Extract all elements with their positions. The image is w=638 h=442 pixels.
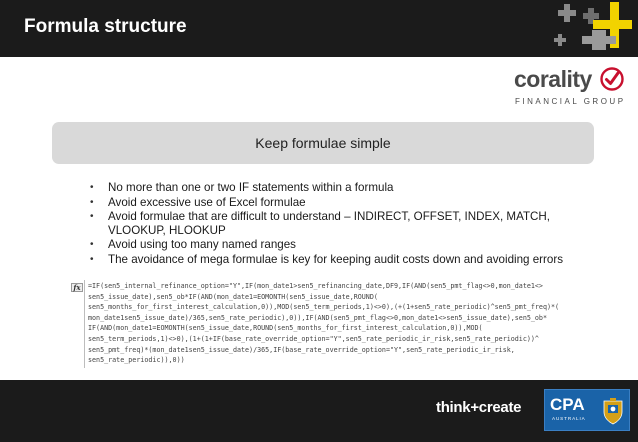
formula-line: mon_date1sen5_issue_date)/365,sen5_rate_periodic),0)),IF(AND(sen5_pmt_flag<>0,mon_date1<>sen5_issue_date),sen5_ob*: [88, 313, 547, 322]
bullet-text: The avoidance of mega formulae is key for keeping audit costs down and avoiding errors: [108, 252, 563, 266]
formula-line: =IF(sen5_internal_refinance_option="Y",IF(mon_date1>sen5_refinancing_date,DF9,IF(AND(sen5_pmt_flag<>0,mon_date1<>: [88, 282, 543, 290]
crest-icon: [601, 397, 625, 425]
checkmark-circle-icon: [600, 67, 624, 91]
bullet-icon: •: [90, 182, 94, 193]
footer-tagline: think+create: [436, 399, 522, 416]
callout-text: Keep formulae simple: [255, 135, 391, 151]
brand-name: corality: [514, 66, 592, 92]
formula-line: sen5_issue_date),sen5_ob*IF(AND(mon_date1=EOMONTH(sen5_issue_date,ROUND(: [88, 292, 378, 301]
formula-text[interactable]: [88, 281, 566, 366]
bullet-item: [90, 181, 570, 195]
formula-line: sen5_rate_periodic)),0)): [88, 356, 185, 365]
formula-divider: [84, 280, 85, 368]
formula-line: sen5_pmt_freq)*(mon_date1sen5_issue_date)/365,IF(base_rate_override_option="Y",sen5_rate_periodic_ir_risk,: [88, 345, 515, 354]
bullet-text: Avoid using too many named ranges: [108, 238, 296, 252]
bullet-item: [90, 210, 570, 237]
bullet-list: [90, 181, 570, 268]
formula-line: IF(AND(mon_date1=EOMONTH(sen5_issue_date,ROUND(sen5_months_for_first_interest_calculation,0)),MOD(: [88, 324, 483, 333]
bullet-item: [90, 253, 570, 267]
slide-title: Formula structure: [24, 16, 187, 37]
callout-box: [52, 122, 594, 164]
formula-line: sen5_months_for_first_interest_calculation,0)),MOD(sen5_term_periods,1)<>0),(+(1+sen5_rate_periodic)^sen5_pmt_freq)*(: [88, 303, 560, 312]
brand-subtitle: FINANCIAL GROUP: [515, 97, 626, 106]
bullet-item: [90, 196, 570, 210]
formula-bar: [68, 280, 568, 368]
cpa-subtitle: AUSTRALIA: [552, 416, 586, 421]
bullet-text: No more than one or two IF statements within a formula: [108, 181, 394, 194]
bullet-item: [90, 238, 570, 252]
bullet-icon: •: [90, 253, 94, 265]
bullet-icon: •: [90, 196, 94, 208]
fx-icon: fx: [71, 283, 83, 292]
bullet-icon: •: [90, 239, 94, 251]
cpa-logo: [544, 389, 630, 431]
bullet-text: Avoid excessive use of Excel formulae: [108, 195, 306, 209]
cpa-text: CPA: [550, 395, 585, 414]
footer-bar: [0, 380, 638, 442]
formula-line: sen5_term_periods,1)<>0),(1+(1+IF(base_rate_override_option="Y",sen5_rate_periodic_ir_risk,sen5_rate_periodic))^: [88, 334, 539, 343]
bullet-icon: •: [90, 211, 94, 223]
corality-logo: [514, 66, 626, 110]
title-bar: [0, 0, 638, 57]
plus-decoration-icon: [554, 2, 632, 54]
bullet-text: Avoid formulae that are difficult to understand – INDIRECT, OFFSET, INDEX, MATCH, VLOOKUP, HLOOKUP: [108, 210, 551, 237]
